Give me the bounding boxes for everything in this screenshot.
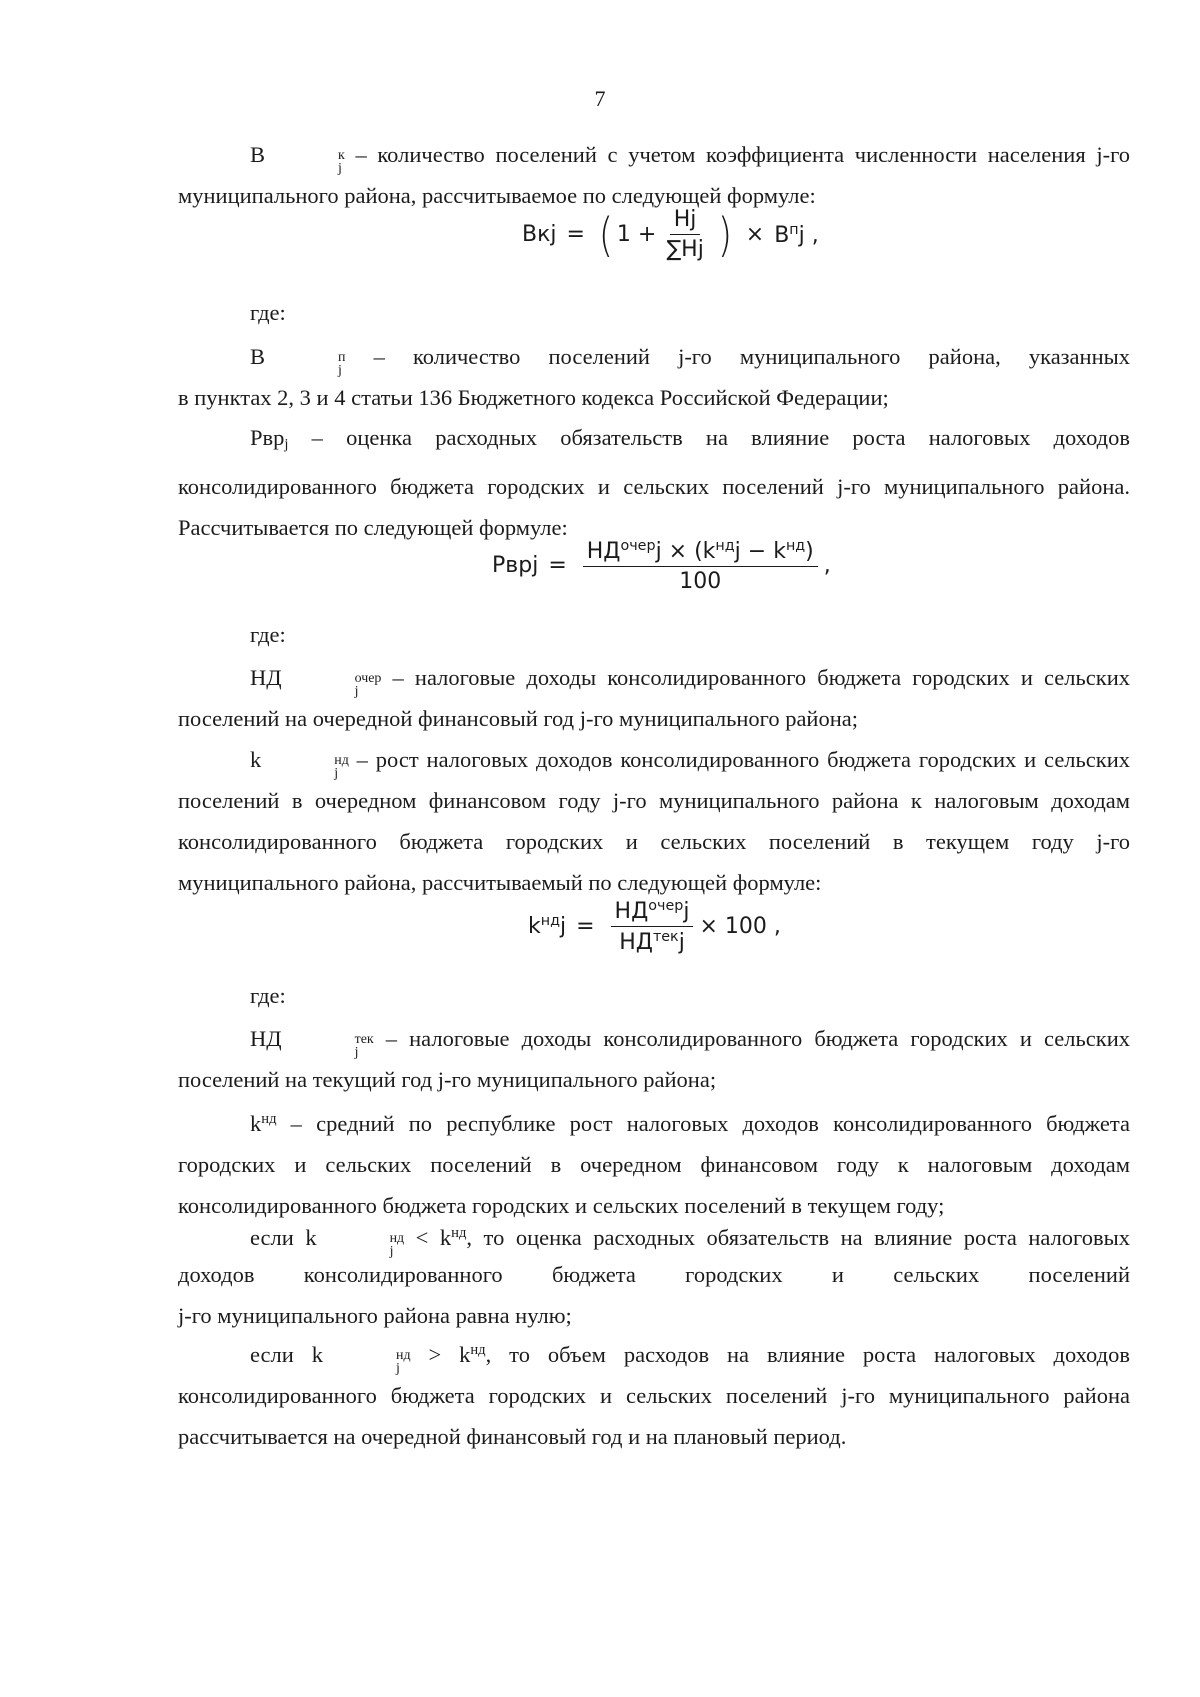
where-label: где: xyxy=(250,300,286,325)
paragraph-expenditure-estimate: Рвр$_j$ – оценка расходных обязательств на влияние роста налоговых доходов консолидированного бюджета городских и сельских поселений j-го муниципального района. Рассчитывается по следующей формуле: xyxy=(178,425,1130,540)
symbol-rvr: Рвр$_j$ xyxy=(250,425,289,453)
formula-k-nd-denominator: $НД^{тек}j$ xyxy=(619,928,685,955)
formula-vk-numerator: Нj xyxy=(670,207,701,235)
paragraph-settlements-count-line1: В п j – количество поселений j-го муниципального района, указанных xyxy=(250,344,1130,378)
formula-vk-eq: = xyxy=(566,222,585,247)
formula-vk xyxy=(522,207,819,262)
formula-rvr-numerator: $НД^{очер}j \times (k^{нд}j - k^{нд})$ xyxy=(583,538,818,567)
formula-vk-lhs: Вкj xyxy=(522,222,557,247)
paragraph-average-growth: $k^{нд}$ – средний по республике рост налоговых доходов консолидированного бюджета городских и сельских поселений в очередном финансовом году к налоговым доходам консолидированного бюджета городских и сельских поселений в текущем году; xyxy=(178,1111,1130,1219)
formula-rvr-lhs: Рврj xyxy=(492,553,539,579)
formula-k-nd-numerator: $НД^{очер}j$ xyxy=(611,898,694,927)
formula-vk-rhs: $В^пj$ , xyxy=(774,221,819,248)
formula-rvr-fraction xyxy=(583,538,818,594)
symbol-nd-tek: НД тек j xyxy=(250,1026,374,1060)
formula-k-nd-fraction xyxy=(611,898,694,955)
paragraph-condition-greater: если k нд j > $k^{нд}$, то объем расходов на влияние роста налоговых доходов консолидированного бюджета городских и сельских поселений j-го муниципального района рассчитывается на очередной финансовый год и на плановый период. xyxy=(178,1342,1130,1450)
where-label: где: xyxy=(250,622,286,647)
paragraph-tax-revenue-next-year: НД очер j – налоговые доходы консолидированного бюджета городских и сельских поселений на очередной финансовый год j-го муниципального района; xyxy=(178,665,1130,732)
formula-k-nd-eq: = xyxy=(576,913,595,939)
symbol-v-k: В к j xyxy=(250,142,345,176)
formula-rvr xyxy=(492,538,831,594)
paragraph-tax-revenue-current-year: НД тек j – налоговые доходы консолидированного бюджета городских и сельских поселений на текущий год j-го муниципального района; xyxy=(178,1026,1130,1093)
paragraph-condition-less-line2: доходов консолидированного бюджета городских и сельских поселений xyxy=(178,1262,1130,1287)
paragraph-settlements-coefficient: В к j – количество поселений с учетом коэффициента численности населения j-го муниципального района, рассчитываемое по следующей формуле: xyxy=(178,142,1130,209)
paragraph-condition-less-line1: если k нд j < $k^{нд}$, то оценка расходных обязательств на влияние роста налоговых xyxy=(250,1225,1130,1259)
formula-vk-denominator: ∑Нj xyxy=(666,237,704,262)
formula-k-nd-tail: × 100 , xyxy=(699,913,781,939)
where-label: где: xyxy=(250,983,286,1008)
paragraph-condition-less-line3: j-го муниципального района равна нулю; xyxy=(178,1303,572,1328)
formula-rvr-tail: , xyxy=(823,553,831,579)
symbol-nd-ocher: НД очер j xyxy=(250,665,382,699)
symbol-v-p: В п j xyxy=(250,344,346,378)
formula-vk-fraction xyxy=(662,207,707,262)
formula-vk-open-paren: ( xyxy=(598,207,614,262)
symbol-k-nd: $k^{нд}$ xyxy=(250,1111,277,1137)
formula-vk-times: × xyxy=(745,222,765,247)
formula-vk-close-paren: ) xyxy=(717,207,732,262)
formula-vk-one-plus: 1 + xyxy=(616,222,657,247)
formula-rvr-denominator: 100 xyxy=(679,568,722,594)
formula-rvr-eq: = xyxy=(548,553,567,579)
formula-k-nd-lhs: $k^{нд}j$ xyxy=(528,913,567,940)
page-number: 7 xyxy=(594,86,606,111)
paragraph-settlements-count-line2: в пунктах 2, 3 и 4 статьи 136 Бюджетного кодекса Российской Федерации; xyxy=(178,385,889,410)
symbol-k-nd-j: k нд j xyxy=(250,747,349,781)
paragraph-tax-revenue-growth: k нд j – рост налоговых доходов консолидированного бюджета городских и сельских поселений в очередном финансовом году j-го муниципального района к налоговым доходам консолидированного бюджета городских и сельских поселений в текущем году j-го муниципального района, рассчитываемый по следующей формуле: xyxy=(178,747,1130,896)
formula-k-nd xyxy=(528,898,781,955)
